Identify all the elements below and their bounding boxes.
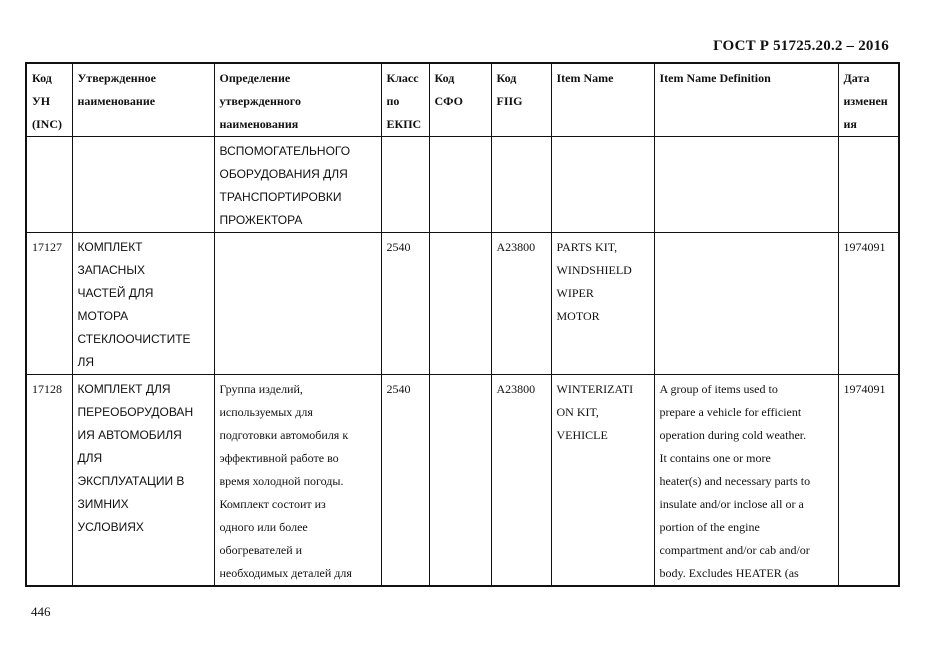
header-item-name: Item Name <box>551 63 654 137</box>
cell-inc: 17128 <box>26 375 72 587</box>
cell-sfo <box>429 137 491 233</box>
table-row <box>26 233 899 375</box>
cell-approved-name <box>72 137 214 233</box>
cell-sfo <box>429 375 491 587</box>
cell-approved-name: КОМПЛЕКТ ДЛЯ ПЕРЕОБОРУДОВАН ИЯ АВТОМОБИЛЯ ДЛЯ ЭКСПЛУАТАЦИИ В ЗИМНИХ УСЛОВИЯХ <box>72 375 214 587</box>
cell-inc: 17127 <box>26 233 72 375</box>
table-header-row <box>26 63 899 137</box>
header-approved-name: Утвержденное наименование <box>72 63 214 137</box>
cell-fiig: A23800 <box>491 233 551 375</box>
cell-definition: ВСПОМОГАТЕЛЬНОГО ОБОРУДОВАНИЯ ДЛЯ ТРАНСПОРТИРОВКИ ПРОЖЕКТОРА <box>214 137 381 233</box>
table-row <box>26 375 899 587</box>
cell-item-definition <box>654 233 838 375</box>
cell-definition: Группа изделий, используемых для подготовки автомобиля к эффективной работе во время холодной погоды. Комплект состоит из одного или более обогревателей и необходимых деталей для <box>214 375 381 587</box>
header-change-date: Дата изменен ия <box>838 63 899 137</box>
cell-fiig <box>491 137 551 233</box>
page-number: 446 <box>31 604 51 619</box>
cell-item-definition <box>654 137 838 233</box>
cell-sfo <box>429 233 491 375</box>
cell-item-name <box>551 137 654 233</box>
header-fiig-code: Код FIIG <box>491 63 551 137</box>
document-standard-number: ГОСТ Р 51725.20.2 – 2016 <box>713 38 889 54</box>
cell-item-name: WINTERIZATI ON KIT, VEHICLE <box>551 375 654 587</box>
cell-fiig: A23800 <box>491 375 551 587</box>
cell-date: 1974091 <box>838 375 899 587</box>
header-definition: Определение утвержденного наименования <box>214 63 381 137</box>
cell-item-name: PARTS KIT, WINDSHIELD WIPER MOTOR <box>551 233 654 375</box>
cell-class: 2540 <box>381 375 429 587</box>
cell-date: 1974091 <box>838 233 899 375</box>
cell-definition <box>214 233 381 375</box>
header-item-name-definition: Item Name Definition <box>654 63 838 137</box>
cell-inc <box>26 137 72 233</box>
cell-date <box>838 137 899 233</box>
table-row <box>26 137 899 233</box>
cell-item-definition: A group of items used to prepare a vehicle for efficient operation during cold weather. It contains one or more heater(s) and necessary parts to insulate and/or inclose all or a portion of the engine compartment and/or cab and/or body. Excludes HEATER (as <box>654 375 838 587</box>
header-class: Класс по ЕКПС <box>381 63 429 137</box>
cell-approved-name: КОМПЛЕКТ ЗАПАСНЫХ ЧАСТЕЙ ДЛЯ МОТОРА СТЕКЛООЧИСТИТЕ ЛЯ <box>72 233 214 375</box>
cell-class <box>381 137 429 233</box>
header-inc-code: Код УН (INC) <box>26 63 72 137</box>
header-sfo-code: Код СФО <box>429 63 491 137</box>
specification-table <box>25 62 900 587</box>
cell-class: 2540 <box>381 233 429 375</box>
